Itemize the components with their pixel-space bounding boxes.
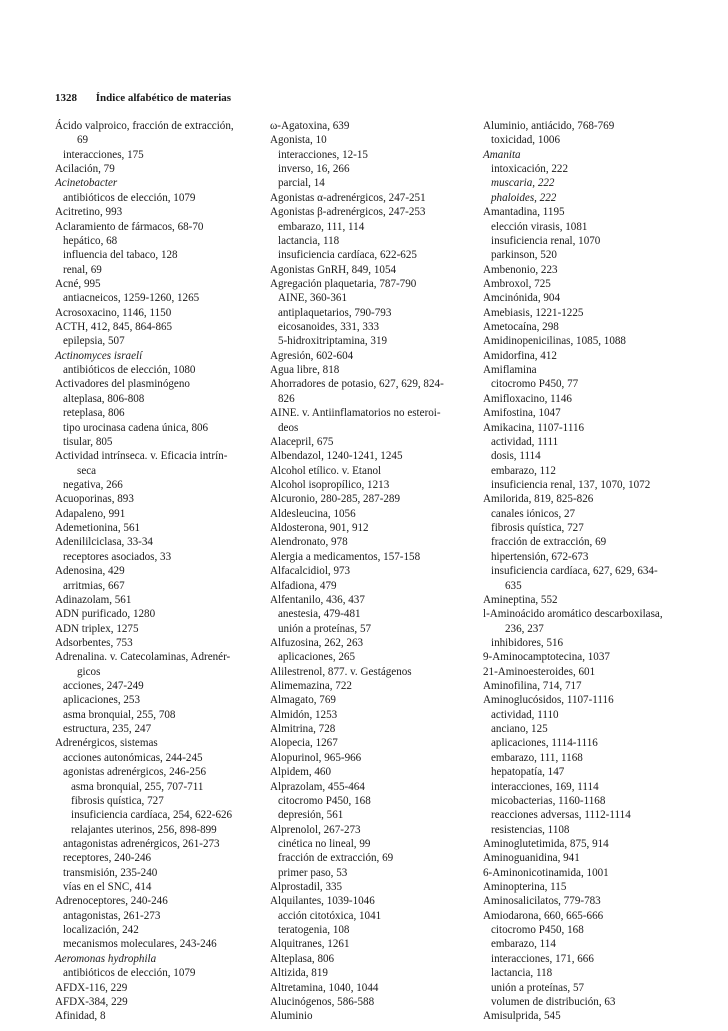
index-entry: Agonistas β-adrenérgicos, 247-253 xyxy=(270,206,426,219)
index-entry: Almagato, 769 xyxy=(270,694,336,707)
index-entry: Alfentanilo, 436, 437 xyxy=(270,593,365,606)
index-entry: Aclaramiento de fármacos, 68-70 xyxy=(55,220,204,233)
index-entry: 6-Aminonicotinamida, 1001 xyxy=(483,866,609,879)
index-entry: Agonistas α-adrenérgicos, 247-251 xyxy=(270,191,426,204)
index-entry: tipo urocinasa cadena única, 806 xyxy=(63,421,209,434)
index-entry: ω-Agatoxina, 639 xyxy=(270,120,350,132)
index-entry: 826 xyxy=(278,392,295,405)
index-entry: receptores, 240-246 xyxy=(63,852,152,865)
index-entry: Alfuzosina, 262, 263 xyxy=(270,636,364,649)
index-entry: Actividad intrínseca. v. Eficacia intrín- xyxy=(55,450,228,463)
index-entry: parcial, 14 xyxy=(278,177,325,190)
index-entry: Acné, 995 xyxy=(55,277,101,290)
index-entry: 635 xyxy=(505,579,522,592)
index-column-2 xyxy=(270,119,470,1024)
index-entry: eicosanoides, 331, 333 xyxy=(278,321,380,334)
index-entry: citocromo P450, 168 xyxy=(491,924,584,937)
index-entry: depresión, 561 xyxy=(278,809,344,822)
index-entry: Alopurinol, 965-966 xyxy=(270,751,362,764)
index-entry: Acitretino, 993 xyxy=(55,206,123,219)
index-entry: Aldosterona, 901, 912 xyxy=(270,522,369,535)
index-entry: Alacepril, 675 xyxy=(270,435,334,448)
index-entry: antiacneicos, 1259-1260, 1265 xyxy=(63,292,200,305)
index-entry: Altizida, 819 xyxy=(270,967,328,980)
index-entry: alteplasa, 806-808 xyxy=(63,392,145,405)
index-entry: seca xyxy=(77,464,97,477)
index-entry: influencia del tabaco, 128 xyxy=(63,249,178,262)
index-entry: insuficiencia cardíaca, 254, 622-626 xyxy=(71,809,233,822)
index-entry: Alquitranes, 1261 xyxy=(270,938,350,951)
index-entry: canales iónicos, 27 xyxy=(491,507,576,520)
index-entry: embarazo, 111, 1168 xyxy=(491,751,583,764)
index-column-1 xyxy=(55,119,255,1024)
index-entry: arritmias, 667 xyxy=(63,579,125,592)
page-header xyxy=(55,92,231,104)
index-entry: Aminoguanidina, 941 xyxy=(483,852,580,865)
index-entry: Amanita xyxy=(483,148,521,161)
index-entry: toxicidad, 1006 xyxy=(491,134,561,147)
index-entry: agonistas adrenérgicos, 246-256 xyxy=(63,766,207,779)
index-entry: tisular, 805 xyxy=(63,435,113,448)
index-entry: lactancia, 118 xyxy=(278,234,340,247)
index-entry: lactancia, 118 xyxy=(491,967,553,980)
index-entry: Amiodarona, 660, 665-666 xyxy=(483,909,604,922)
index-entry: Adrenoceptores, 240-246 xyxy=(55,895,168,908)
index-entry: Aminopterina, 115 xyxy=(483,881,567,894)
index-entry: Alprazolam, 455-464 xyxy=(270,780,365,793)
index-entry: volumen de distribución, 63 xyxy=(491,995,616,1008)
index-entry: Actinomyces israelí xyxy=(55,349,143,362)
index-entry: estructura, 235, 247 xyxy=(63,723,152,736)
index-entry: Ácido valproico, fracción de extracción, xyxy=(55,120,234,132)
index-entry: Aminoglutetimida, 875, 914 xyxy=(483,837,609,850)
index-entry: phaloides, 222 xyxy=(491,191,557,204)
index-entry: Adrenalina. v. Catecolaminas, Adrenér- xyxy=(55,651,231,664)
index-entry: ADN triplex, 1275 xyxy=(55,622,139,635)
index-entry: Ametocaína, 298 xyxy=(483,321,559,334)
index-entry: insuficiencia cardíaca, 622-625 xyxy=(278,249,417,262)
index-entry: asma bronquial, 255, 708 xyxy=(63,708,176,721)
index-entry: Amifostina, 1047 xyxy=(483,407,561,420)
index-entry: Adinazolam, 561 xyxy=(55,593,132,606)
index-entry: Adenililciclasa, 33-34 xyxy=(55,536,153,549)
index-entry: interacciones, 171, 666 xyxy=(491,952,594,965)
index-entry: antagonistas, 261-273 xyxy=(63,909,161,922)
index-entry: fracción de extracción, 69 xyxy=(491,536,607,549)
index-entry: fibrosis quística, 727 xyxy=(491,522,584,535)
index-entry: Amilorida, 819, 825-826 xyxy=(483,493,594,506)
index-entry: Agregación plaquetaria, 787-790 xyxy=(270,277,417,290)
index-entry: AINE. v. Antiinflamatorios no esteroi- xyxy=(270,407,441,420)
index-entry: asma bronquial, 255, 707-711 xyxy=(71,780,204,793)
index-entry: Aluminio xyxy=(270,1010,313,1023)
index-entry: inverso, 16, 266 xyxy=(278,163,350,176)
index-entry: Ambenonio, 223 xyxy=(483,263,558,276)
index-entry: unión a proteínas, 57 xyxy=(491,981,585,994)
index-entry: mecanismos moleculares, 243-246 xyxy=(63,938,217,951)
index-entry: l-Aminoácido aromático descarboxilasa, xyxy=(483,608,663,621)
index-entry: insuficiencia renal, 1070 xyxy=(491,234,601,247)
index-entry: reacciones adversas, 1112-1114 xyxy=(491,809,631,822)
index-entry: 9-Aminocamptotecina, 1037 xyxy=(483,651,610,664)
index-entry: Aminosalicilatos, 779-783 xyxy=(483,895,601,908)
index-entry: embarazo, 112 xyxy=(491,464,556,477)
index-entry: 5-hidroxitriptamina, 319 xyxy=(278,335,388,348)
index-entry: renal, 69 xyxy=(63,263,102,276)
index-entry: acción citotóxica, 1041 xyxy=(278,909,382,922)
index-entry: Almidón, 1253 xyxy=(270,708,338,721)
index-entry: Alucinógenos, 586-588 xyxy=(270,995,375,1008)
index-entry: Aldesleucina, 1056 xyxy=(270,507,356,520)
index-entry: Acrosoxacino, 1146, 1150 xyxy=(55,306,172,319)
index-entry: insuficiencia renal, 137, 1070, 1072 xyxy=(491,478,651,491)
index-entry: Aminoglucósidos, 1107-1116 xyxy=(483,694,614,707)
index-entry: aplicaciones, 253 xyxy=(63,694,141,707)
index-entry: fibrosis quística, 727 xyxy=(71,794,164,807)
index-entry: Amifloxacino, 1146 xyxy=(483,392,572,405)
index-entry: Alprenolol, 267-273 xyxy=(270,823,361,836)
index-entry: Alteplasa, 806 xyxy=(270,952,335,965)
index-entry: Alcuronio, 280-285, 287-289 xyxy=(270,493,401,506)
index-entry: Amantadina, 1195 xyxy=(483,206,565,219)
index-entry: Aluminio, antiácido, 768-769 xyxy=(483,120,615,132)
index-entry: acciones autonómicas, 244-245 xyxy=(63,751,203,764)
index-entry: antibióticos de elección, 1079 xyxy=(63,967,196,980)
index-entry: anciano, 125 xyxy=(491,723,548,736)
index-entry: Agua libre, 818 xyxy=(270,364,340,377)
index-entry: hipertensión, 672-673 xyxy=(491,550,589,563)
index-entry: Adenosina, 429 xyxy=(55,565,125,578)
index-entry: Alfacalcidiol, 973 xyxy=(270,565,351,578)
index-entry: parkinson, 520 xyxy=(491,249,557,262)
index-entry: AFDX-384, 229 xyxy=(55,995,128,1008)
index-entry: Amiflamina xyxy=(483,364,537,377)
index-entry: Amidinopenicilinas, 1085, 1088 xyxy=(483,335,626,348)
index-entry: primer paso, 53 xyxy=(278,866,348,879)
index-entry: actividad, 1110 xyxy=(491,708,559,721)
index-entry: antiplaquetarios, 790-793 xyxy=(278,306,392,319)
index-entry: ACTH, 412, 845, 864-865 xyxy=(55,321,173,334)
index-entry: AFDX-116, 229 xyxy=(55,981,128,994)
index-entry: Altretamina, 1040, 1044 xyxy=(270,981,379,994)
index-entry: Amikacina, 1107-1116 xyxy=(483,421,585,434)
index-entry: Alquilantes, 1039-1046 xyxy=(270,895,375,908)
index-entry: antibióticos de elección, 1079 xyxy=(63,191,196,204)
index-entry: Alcohol isopropílico, 1213 xyxy=(270,478,390,491)
index-entry: dosis, 1114 xyxy=(491,450,541,463)
index-entry: Afinidad, 8 xyxy=(55,1010,106,1023)
index-entry: Almitrina, 728 xyxy=(270,723,336,736)
index-entry: cinética no lineal, 99 xyxy=(278,837,371,850)
index-entry: Agresión, 602-604 xyxy=(270,349,354,362)
index-entry: 236, 237 xyxy=(505,622,544,635)
index-entry: hepatopatía, 147 xyxy=(491,766,565,779)
index-entry: Albendazol, 1240-1241, 1245 xyxy=(270,450,403,463)
index-entry: gicos xyxy=(77,665,101,678)
index-entry: transmisión, 235-240 xyxy=(63,866,158,879)
index-entry: Aeromonas hydrophila xyxy=(55,952,157,965)
index-entry: 69 xyxy=(77,134,89,147)
index-entry: AINE, 360-361 xyxy=(278,292,348,305)
index-entry: Alendronato, 978 xyxy=(270,536,348,549)
index-entry: Adrenérgicos, sistemas xyxy=(55,737,158,750)
index-entry: intoxicación, 222 xyxy=(491,163,569,176)
index-entry: muscaria, 222 xyxy=(491,177,555,190)
index-entry: Acuoporinas, 893 xyxy=(55,493,134,506)
index-entry: Amisulprida, 545 xyxy=(483,1010,561,1023)
index-entry: elección virasis, 1081 xyxy=(491,220,588,233)
index-entry: Alpidem, 460 xyxy=(270,766,332,779)
index-entry: actividad, 1111 xyxy=(491,435,559,448)
index-entry: Amcinónida, 904 xyxy=(483,292,561,305)
index-entry: teratogenia, 108 xyxy=(278,924,350,937)
index-entry: Adsorbentes, 753 xyxy=(55,636,133,649)
index-entry: Amebiasis, 1221-1225 xyxy=(483,306,584,319)
index-entry: Acilación, 79 xyxy=(55,163,115,176)
index-entry: Alimemazina, 722 xyxy=(270,680,352,693)
index-entry: interacciones, 169, 1114 xyxy=(491,780,599,793)
index-entry: Alergia a medicamentos, 157-158 xyxy=(270,550,421,563)
index-entry: Alprostadil, 335 xyxy=(270,881,343,894)
index-entry: epilepsia, 507 xyxy=(63,335,125,348)
index-entry: citocromo P450, 77 xyxy=(491,378,579,391)
index-entry: Amineptina, 552 xyxy=(483,593,558,606)
index-entry: citocromo P450, 168 xyxy=(278,794,371,807)
index-entry: resistencias, 1108 xyxy=(491,823,570,836)
index-entry: Ambroxol, 725 xyxy=(483,277,551,290)
index-entry: Acinetobacter xyxy=(55,177,118,190)
index-entry: interacciones, 175 xyxy=(63,148,144,161)
index-entry: Amidorfina, 412 xyxy=(483,349,557,362)
index-entry: vías en el SNC, 414 xyxy=(63,881,152,894)
index-entry: embarazo, 111, 114 xyxy=(278,220,365,233)
index-entry: fracción de extracción, 69 xyxy=(278,852,394,865)
index-entry: relajantes uterinos, 256, 898-899 xyxy=(71,823,217,836)
index-entry: unión a proteínas, 57 xyxy=(278,622,372,635)
index-entry: aplicaciones, 1114-1116 xyxy=(491,737,598,750)
index-entry: antagonistas adrenérgicos, 261-273 xyxy=(63,837,220,850)
index-entry: Alfadiona, 479 xyxy=(270,579,337,592)
index-entry: Ademetionina, 561 xyxy=(55,522,141,535)
index-entry: inhibidores, 516 xyxy=(491,636,564,649)
index-entry: acciones, 247-249 xyxy=(63,680,144,693)
index-entry: negativa, 266 xyxy=(63,478,123,491)
index-entry: Adapaleno, 991 xyxy=(55,507,126,520)
index-entry: interacciones, 12-15 xyxy=(278,148,368,161)
index-entry: receptores asociados, 33 xyxy=(63,550,172,563)
index-column-3 xyxy=(483,119,683,1024)
index-entry: insuficiencia cardíaca, 627, 629, 634- xyxy=(491,565,658,578)
index-entry: embarazo, 114 xyxy=(491,938,556,951)
index-entry: Agonistas GnRH, 849, 1054 xyxy=(270,263,397,276)
index-entry: hepático, 68 xyxy=(63,234,118,247)
index-entry: aplicaciones, 265 xyxy=(278,651,356,664)
index-entry: ADN purificado, 1280 xyxy=(55,608,156,621)
index-entry: antibióticos de elección, 1080 xyxy=(63,364,196,377)
index-entry: anestesia, 479-481 xyxy=(278,608,361,621)
index-entry: localización, 242 xyxy=(63,924,139,937)
index-entry: micobacterias, 1160-1168 xyxy=(491,794,606,807)
index-entry: Ahorradores de potasio, 627, 629, 824- xyxy=(270,378,444,391)
page-number: 1328 xyxy=(55,92,77,104)
index-entry: Activadores del plasminógeno xyxy=(55,378,190,391)
index-entry: Alcohol etílico. v. Etanol xyxy=(270,464,382,477)
index-entry: 21-Aminoesteroides, 601 xyxy=(483,665,596,678)
index-entry: Alopecia, 1267 xyxy=(270,737,338,750)
index-entry: Alilestrenol, 877. v. Gestágenos xyxy=(270,665,412,678)
index-entry: Agonista, 10 xyxy=(270,134,327,147)
index-entry: reteplasa, 806 xyxy=(63,407,125,420)
index-entry: Aminofilina, 714, 717 xyxy=(483,680,582,693)
section-title: Índice alfabético de materias xyxy=(95,92,232,104)
index-entry: deos xyxy=(278,421,299,434)
